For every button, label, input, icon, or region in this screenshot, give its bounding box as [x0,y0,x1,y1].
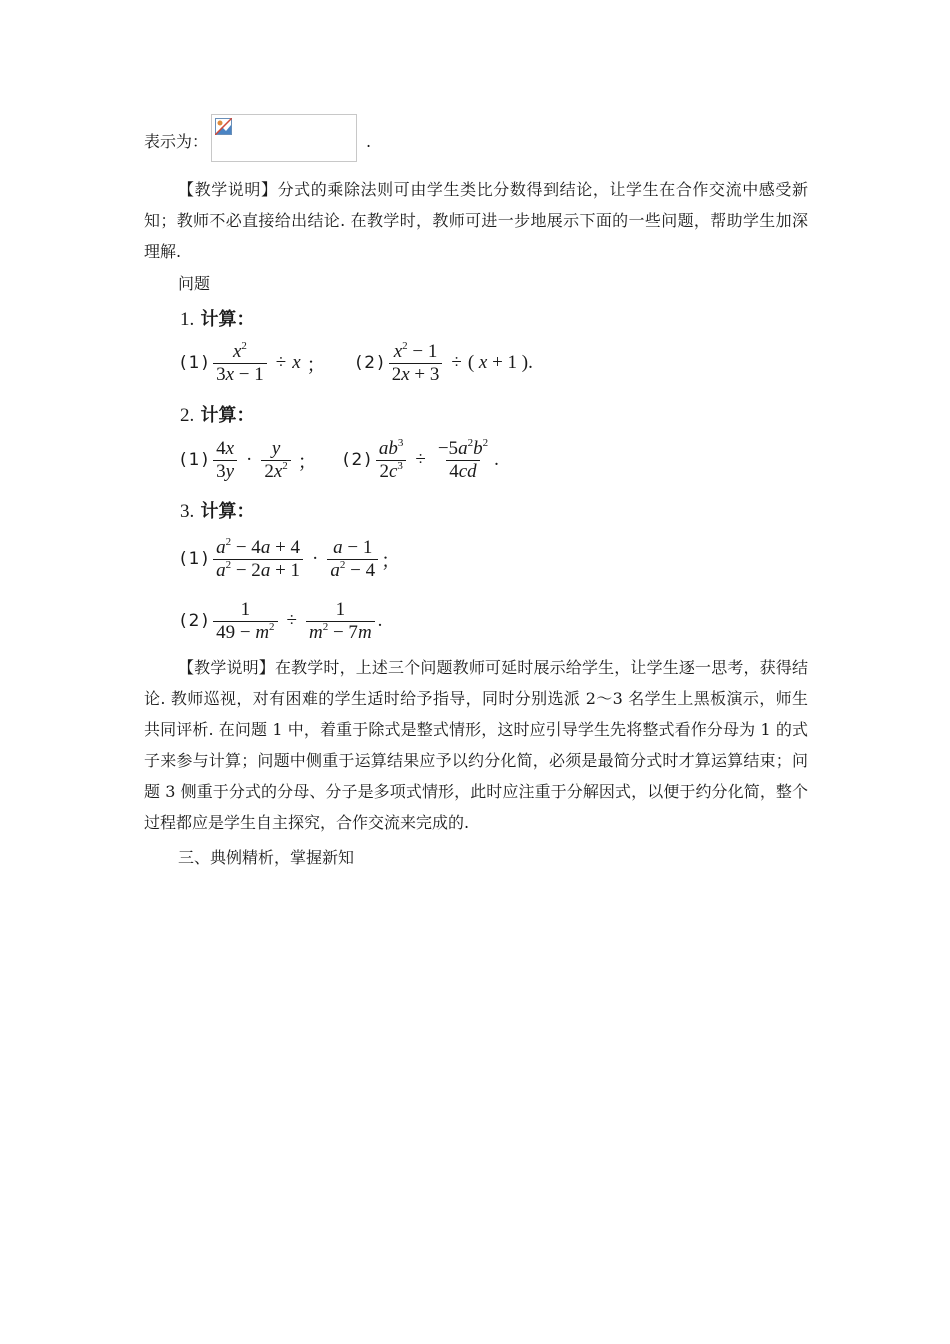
q1-heading [180,305,255,331]
q1-formula: (1) $\frac{x^2}{3x - 1}$ ÷ x ； (2) $\frac{x^2 - 1}{2x + 3}$ ÷ ( x + 1 ). [180,339,533,385]
fraction: $\frac{x^2 - 1}{2x + 3}$ [389,341,443,386]
item-number: (1) [180,353,211,373]
fraction: $\frac{a^2 - 4a + 4}{a^2 - 2a + 1}$ [213,537,303,582]
q2-formula: (1) $\frac{4x}{3y}$ · $\frac{y}{2x^2}$ ； (2) $\frac{ab^3}{2c^3}$ ÷ $\frac{-5a^2b^2}{4cd}$ . [180,436,499,482]
q2-heading [180,401,255,427]
fraction: $\frac{-5a^2b^2}{4cd}$ [437,436,489,482]
fraction: $\frac{x^2}{3x - 1}$ [213,341,267,386]
q3-heading [180,497,255,523]
q3-label: 计算： [200,501,255,522]
teaching-note-2: 【教学说明】在教学时，上述三个问题教师可延时展示给学生，让学生逐一思考，获得结论. 教师巡视，对有困难的学生适时给予指导，同时分别选派 2～3 名学生上黑板演示，师生共同评析. 在问题 1 中，着重于除式是整式情形，这时应引导学生先将整式看作分母为 1 的式子来参与计算；问题中侧重于运算结果应予以约分化简，必须是最简分式时才算运算结束；问题 3 侧重于分式的分母、分子是多项式情形，此时应注重于分解因式，以便于约分化简，整个过程都应是学生自主探究，合作交流来完成的. [144,658,808,832]
q3-number: 3. [180,501,195,522]
item-number: (1) [180,549,211,569]
embedded-image [211,114,357,162]
item-number: (2) [355,353,386,373]
fraction: $\frac{4x}{3y}$ [213,438,237,483]
item-number: (1) [180,450,211,470]
q3-formula-1: (1) $\frac{a^2 - 4a + 4}{a^2 - 2a + 1}$ · $\frac{a - 1}{a^2 - 4}$ ； [180,535,401,581]
fraction: $\frac{1}{m^2 - 7m}$ [306,599,375,644]
broken-image-icon [215,118,232,135]
fraction: $\frac{y}{2x^2}$ [261,438,290,483]
item-number: (2) [342,450,373,470]
q1-label: 计算： [200,309,255,330]
fraction: $\frac{a - 1}{a^2 - 4}$ [327,537,378,582]
q3-formula-2: (2) $\frac{1}{49 - m^2}$ ÷ $\frac{1}{m^2 - 7m}$ . [180,598,383,643]
item-number: (2) [180,611,211,631]
intro-label: 表示为： [144,132,209,151]
q1-number: 1. [180,309,195,330]
fraction: $\frac{1}{49 - m^2}$ [213,599,277,644]
q2-number: 2. [180,405,195,426]
intro-period: . [366,132,372,151]
teaching-note-1: 【教学说明】分式的乘除法则可由学生类比分数得到结论，让学生在合作交流中感受新知；教师不必直接给出结论. 在教学时，教师可进一步地展示下面的一些问题，帮助学生加深理解. [144,180,808,261]
question-label: 问题 [178,274,211,293]
fraction: $\frac{ab^3}{2c^3}$ [376,438,407,483]
q2-label: 计算： [200,405,255,426]
section-heading: 三、典例精析，掌握新知 [178,848,355,867]
